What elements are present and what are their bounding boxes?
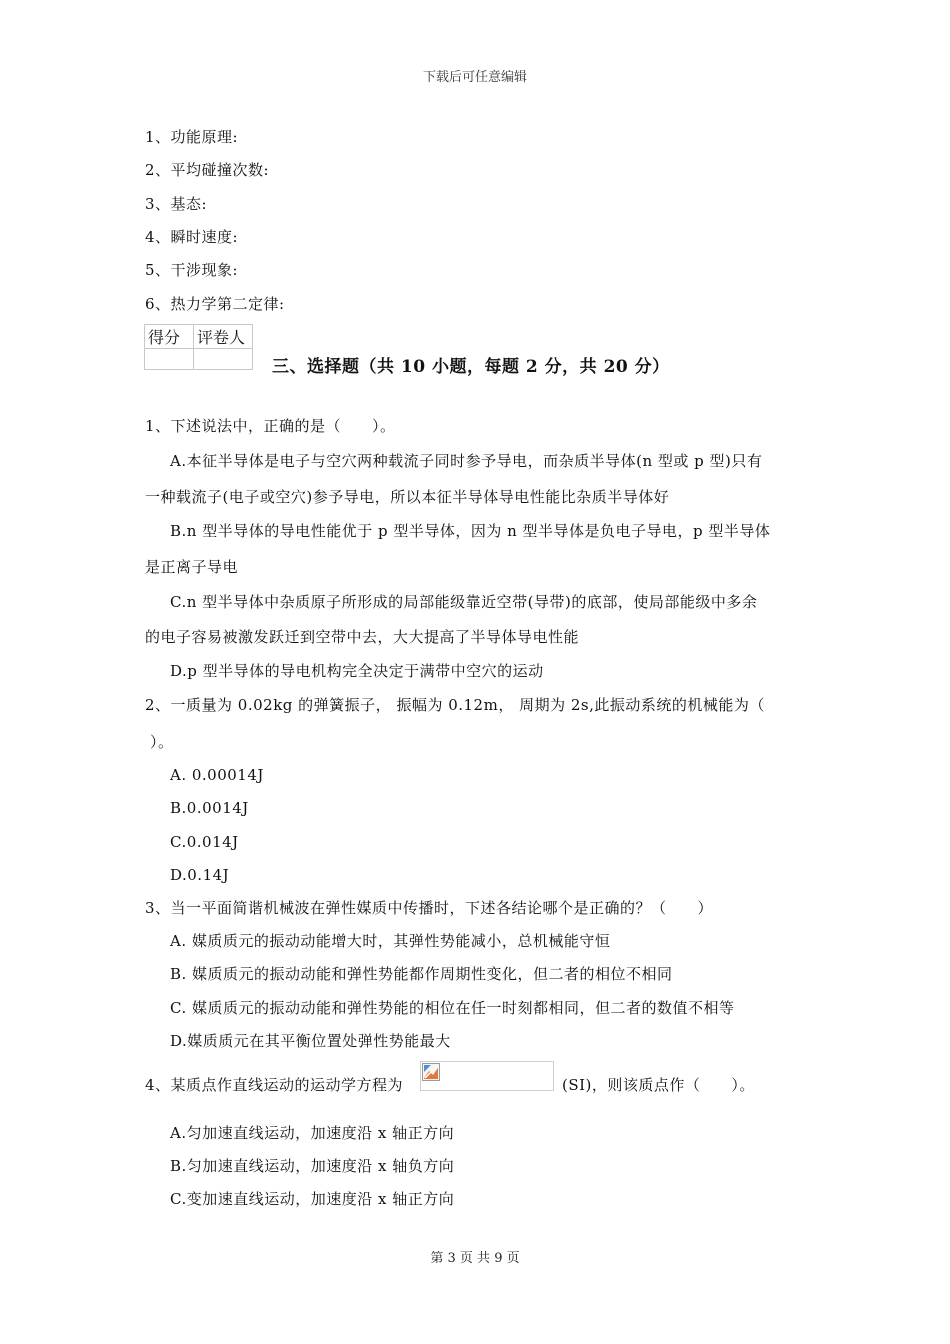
- q3-option-a: A. 媒质质元的振动动能增大时，其弹性势能减小，总机械能守恒: [170, 932, 611, 950]
- q4-option-c: C.变加速直线运动，加速度沿 x 轴正方向: [170, 1190, 455, 1208]
- q2-option-a: A. 0.00014J: [170, 766, 264, 784]
- definition-1: 1、功能原理:: [145, 128, 239, 146]
- q1-option-a-line2: 一种载流子(电子或空穴)参予导电，所以本征半导体导电性能比杂质半导体好: [145, 488, 670, 506]
- q1-option-c-line2: 的电子容易被激发跃迁到空带中去，大大提高了半导体导电性能: [145, 628, 580, 646]
- q4-option-a: A.匀加速直线运动，加速度沿 x 轴正方向: [170, 1124, 455, 1142]
- q2-stem-line1: 2、一质量为 0.02kg 的弹簧振子， 振幅为 0.12m， 周期为 2s,此振动系统的机械能为（: [145, 696, 765, 714]
- grader-header: 评卷人: [194, 325, 253, 349]
- q3-option-c: C. 媒质质元的振动动能和弹性势能的相位在任一时刻都相同，但二者的数值不相等: [170, 999, 735, 1017]
- q2-option-c: C.0.014J: [170, 833, 239, 851]
- q1-option-b-line1: B.n 型半导体的导电性能优于 p 型半导体，因为 n 型半导体是负电子导电，p 型半导体: [170, 522, 771, 540]
- page-footer: 第 3 页 共 9 页: [430, 1251, 520, 1266]
- definition-3: 3、基态:: [145, 195, 208, 213]
- q2-option-b: B.0.0014J: [170, 799, 249, 817]
- q1-option-d: D.p 型半导体的导电机构完全决定于满带中空穴的运动: [170, 662, 544, 680]
- q3-option-b: B. 媒质质元的振动动能和弹性势能都作周期性变化，但二者的相位不相同: [170, 965, 673, 983]
- broken-image-icon: [422, 1063, 440, 1081]
- q4-stem-suffix: (SI)，则该质点作（ ）。: [562, 1076, 755, 1094]
- score-table: [144, 324, 253, 370]
- definition-4: 4、瞬时速度:: [145, 228, 239, 246]
- grader-cell: [194, 349, 253, 370]
- q3-option-d: D.媒质质元在其平衡位置处弹性势能最大: [170, 1032, 451, 1050]
- q1-option-a-line1: A.本征半导体是电子与空穴两种载流子同时参予导电，而杂质半导体(n 型或 p 型)只有: [170, 452, 763, 470]
- page-header: 下载后可任意编辑: [422, 70, 527, 85]
- definition-5: 5、干涉现象:: [145, 261, 239, 279]
- q1-stem: 1、下述说法中，正确的是（ ）。: [145, 417, 396, 435]
- equation-image: [420, 1061, 554, 1091]
- q3-stem: 3、当一平面简谐机械波在弹性媒质中传播时，下述各结论哪个是正确的？（ ）: [145, 899, 714, 917]
- q4-stem-prefix: 4、某质点作直线运动的运动学方程为: [145, 1076, 404, 1094]
- definition-6: 6、热力学第二定律:: [145, 295, 285, 313]
- definition-2: 2、平均碰撞次数:: [145, 161, 270, 179]
- score-cell: [145, 349, 194, 370]
- q4-option-b: B.匀加速直线运动，加速度沿 x 轴负方向: [170, 1157, 455, 1175]
- q2-option-d: D.0.14J: [170, 866, 230, 884]
- q1-option-b-line2: 是正离子导电: [145, 558, 239, 576]
- section-title: 三、选择题（共 10 小题，每题 2 分，共 20 分）: [272, 357, 670, 377]
- q1-option-c-line1: C.n 型半导体中杂质原子所形成的局部能级靠近空带(导带)的底部，使局部能级中多余: [170, 593, 758, 611]
- q2-stem-line2: ）。: [150, 733, 174, 751]
- score-header: 得分: [145, 325, 194, 349]
